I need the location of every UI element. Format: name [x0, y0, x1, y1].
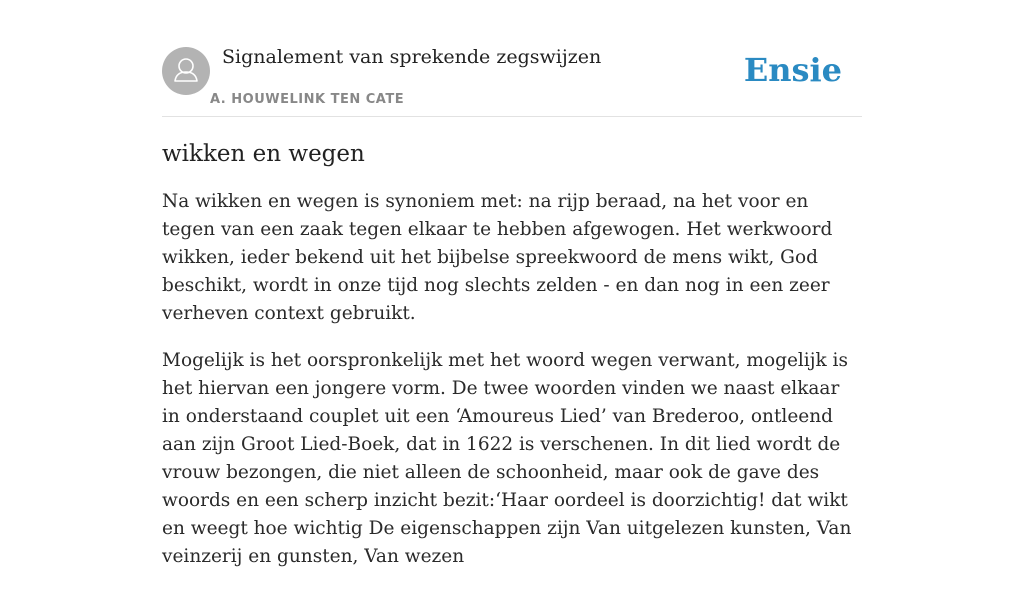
author-name[interactable]: A. HOUWELINK TEN CATE — [210, 92, 405, 107]
page-title: wikken en wegen — [162, 141, 365, 167]
source-title[interactable]: Signalement van sprekende zegswijzen — [222, 46, 602, 68]
avatar — [162, 47, 210, 95]
article-paragraph: Na wikken en wegen is synoniem met: na rijp beraad, na het voor en tegen van een zaak tegen elkaar te hebben afgewogen. Het werkwoord wikken, ieder bekend uit het bijbelse spreekwoord de mens wikt, God beschikt, wordt in onze tijd nog slechts zelden - en dan nog in een zeer verheven context gebruikt. — [162, 191, 833, 324]
user-icon — [162, 47, 210, 95]
article — [162, 138, 862, 590]
article-paragraph: Mogelijk is het oorspronkelijk met het woord wegen verwant, mogelijk is het hiervan een jongere vorm. De twee woorden vinden we naast elkaar in onderstaand couplet uit een ‘Amoureus Lied’ van Brederoo, ontleend aan zijn Groot Lied-Boek, dat in 1622 is verschenen. In dit lied wordt de vrouw bezongen, die niet alleen de schoonheid, maar ook de gave des woords en een scherp inzicht bezit:‘Haar oordeel is doorzichtig! dat wikt en weegt hoe wichtig De eigenschappen zijn Van uitgelezen kunsten, Van veinzerij en gunsten, Van wezen — [162, 350, 852, 567]
source-header — [162, 46, 862, 117]
brand-logo[interactable]: Ensie — [743, 51, 842, 89]
